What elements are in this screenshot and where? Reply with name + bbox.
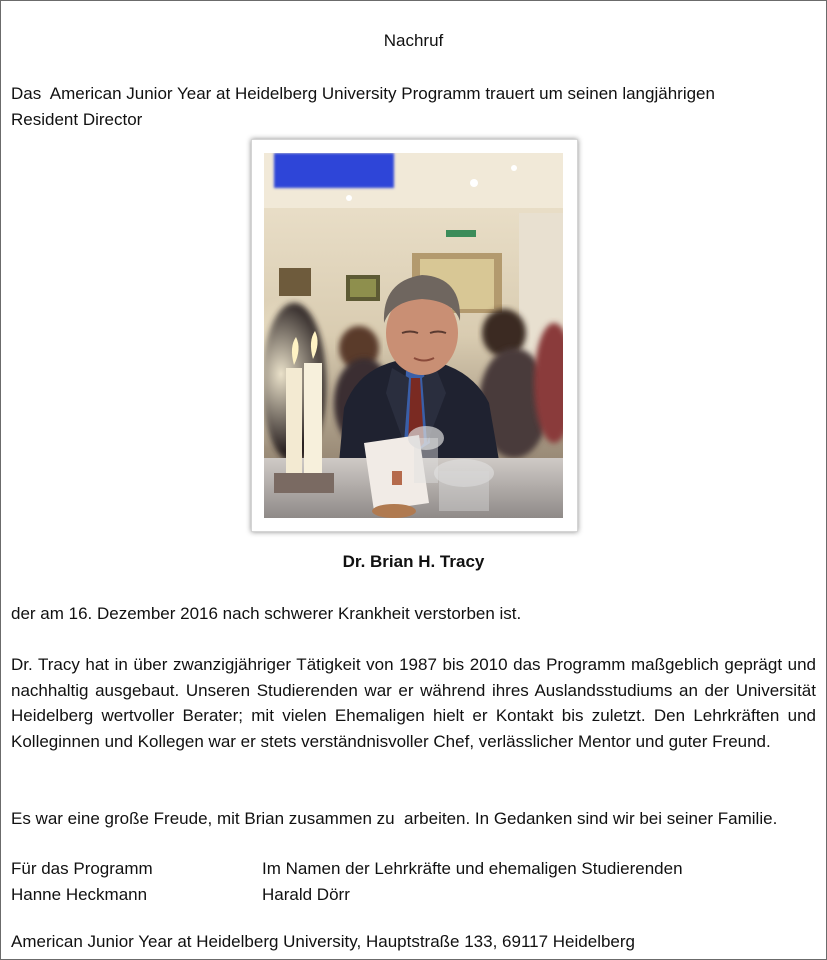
paragraph-tribute: Dr. Tracy hat in über zwanzigjähriger Tätigkeit von 1987 bis 2010 das Programm maßgeblich geprägt und nachhaltig ausgebaut. Unseren Studierenden war er während ihres Auslandsstudiums an der Universität Heidelberg wertvoller Berater; mit vielen Ehemaligen hielt er Kontakt bis zuletzt. Den Lehrkräften und Kolleginnen und Kollegen war er stets verständnisvoller Chef, verlässlicher Mentor und guter Freund. [11, 655, 816, 751]
deceased-name: Dr. Brian H. Tracy [342, 552, 485, 571]
intro-line-2: Resident Director [11, 110, 143, 129]
signature-right-role: Im Namen der Lehrkräfte und ehemaligen Studierenden [262, 859, 683, 878]
page-title: Nachruf [383, 31, 444, 50]
signature-right [262, 856, 683, 908]
signature-left-name: Hanne Heckmann [11, 885, 148, 904]
paragraph-farewell: Es war eine große Freude, mit Brian zusammen zu arbeiten. In Gedanken sind wir bei seiner Familie. [11, 809, 778, 828]
intro-text [11, 81, 791, 133]
photo-frame [251, 139, 578, 532]
footer-address: American Junior Year at Heidelberg University, Hauptstraße 133, 69117 Heidelberg [11, 932, 635, 951]
signature-right-name: Harald Dörr [262, 885, 350, 904]
intro-line-1: Das American Junior Year at Heidelberg University Programm trauert um seinen langjährigen [11, 84, 715, 103]
signature-left-role: Für das Programm [11, 859, 153, 878]
portrait-photo [264, 153, 563, 518]
paragraph-death-notice: der am 16. Dezember 2016 nach schwerer Krankheit verstorben ist. [11, 604, 522, 623]
signature-left [11, 856, 153, 908]
